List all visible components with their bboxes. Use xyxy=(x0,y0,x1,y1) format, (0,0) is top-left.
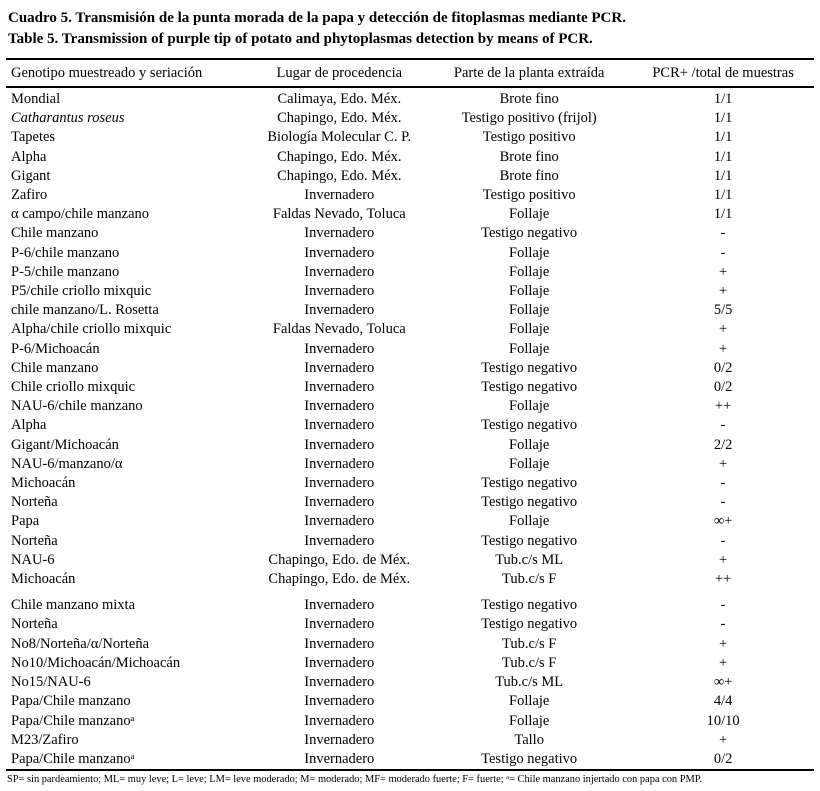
table-row xyxy=(6,378,814,397)
pcr-cell: 1/1 xyxy=(713,110,733,127)
parte-cell: Follaje xyxy=(509,436,550,453)
pcr-cell: + xyxy=(719,340,728,357)
genotipo-cell: Norteña xyxy=(11,532,58,549)
parte-cell: Testigo negativo xyxy=(481,494,578,511)
genotipo-cell: Michoacán xyxy=(11,571,76,588)
lugar-cell: Faldas Nevado, Toluca xyxy=(272,206,406,223)
table-row xyxy=(6,128,814,147)
pcr-cell: + xyxy=(719,263,728,280)
parte-cell: Follaje xyxy=(509,263,550,280)
lugar-cell: Calimaya, Edo. Méx. xyxy=(277,91,402,107)
parte-cell: Follaje xyxy=(509,206,550,223)
lugar-cell: Invernadero xyxy=(304,750,375,767)
parte-cell: Testigo negativo xyxy=(481,359,578,376)
table-footnote: SP= sin pardeamiento; ML= muy leve; L= leve; LM= leve moderado; M= moderado; MF= moderado fuerte; F= fuerte; ᵃ= Chile manzano injertado con papa con PMP. xyxy=(7,774,702,786)
genotipo-cell: Chile criollo mixquic xyxy=(11,379,136,396)
genotipo-cell: Alpha xyxy=(11,417,47,434)
genotipo-cell: P-5/chile manzano xyxy=(11,263,120,280)
parte-cell: Testigo negativo xyxy=(481,417,578,434)
parte-cell: Testigo positivo xyxy=(482,187,576,204)
lugar-cell: Invernadero xyxy=(304,436,375,453)
genotipo-cell: Papa/Chile manzanoᵃ xyxy=(11,712,135,729)
pcr-cell: 1/1 xyxy=(713,148,733,165)
table-row xyxy=(6,551,814,570)
genotipo-cell: α campo/chile manzano xyxy=(11,206,150,223)
parte-cell: Testigo positivo xyxy=(482,129,576,146)
lugar-cell: Invernadero xyxy=(304,712,375,729)
lugar-cell: Invernadero xyxy=(304,302,375,319)
table-row xyxy=(6,436,814,455)
table-caption xyxy=(8,8,814,50)
pcr-cell: 1/1 xyxy=(713,91,733,107)
genotipo-cell: chile manzano/L. Rosetta xyxy=(11,302,159,319)
table-row xyxy=(6,635,814,654)
genotipo-cell: Papa/Chile manzano xyxy=(11,693,131,710)
lugar-cell: Invernadero xyxy=(304,225,375,242)
parte-cell: Testigo negativo xyxy=(481,616,578,633)
lugar-cell: Invernadero xyxy=(304,475,375,492)
table-row xyxy=(6,109,814,128)
pcr-cell: - xyxy=(720,475,726,492)
genotipo-cell: Papa/Chile manzanoᵃ xyxy=(11,750,135,767)
pcr-cell: - xyxy=(720,244,726,261)
table-row xyxy=(6,148,814,167)
parte-cell: Testigo positivo (frijol) xyxy=(461,110,597,127)
genotipo-cell: NAU-6 xyxy=(11,551,55,568)
parte-cell: Tub.c/s F xyxy=(502,654,557,671)
pcr-cell: + xyxy=(719,455,728,472)
lugar-cell: Invernadero xyxy=(304,616,375,633)
pcr-cell: ∞+ xyxy=(713,513,733,530)
parte-cell: Brote fino xyxy=(499,148,559,165)
lugar-cell: Invernadero xyxy=(304,532,375,549)
pcr-cell: - xyxy=(720,616,726,633)
pcr-cell: 1/1 xyxy=(713,206,733,223)
lugar-cell: Invernadero xyxy=(304,340,375,357)
lugar-cell: Invernadero xyxy=(304,513,375,530)
parte-cell: Testigo negativo xyxy=(481,475,578,492)
table-row xyxy=(6,474,814,493)
lugar-cell: Invernadero xyxy=(304,244,375,261)
genotipo-cell: No8/Norteña/α/Norteña xyxy=(11,635,150,652)
genotipo-cell: Norteña xyxy=(11,494,58,511)
genotipo-cell: NAU-6/chile manzano xyxy=(11,398,143,415)
parte-cell: Tub.c/s ML xyxy=(495,674,564,691)
parte-cell: Follaje xyxy=(509,693,550,710)
genotipo-cell: No10/Michoacán/Michoacán xyxy=(11,654,181,671)
pcr-cell: 0/2 xyxy=(713,750,733,767)
parte-cell: Follaje xyxy=(509,398,550,415)
table-row xyxy=(6,397,814,416)
lugar-cell: Biología Molecular C. P. xyxy=(267,129,412,146)
column-header-genotipo: Genotipo muestreado y seriación xyxy=(6,59,252,87)
table-row xyxy=(6,731,814,750)
parte-cell: Follaje xyxy=(509,244,550,261)
genotipo-cell: NAU-6/manzano/α xyxy=(11,455,123,472)
caption-spanish: Cuadro 5. Transmisión de la punta morada de la papa y detección de fitoplasmas mediante PCR. xyxy=(8,10,626,26)
pcr-cell: - xyxy=(720,597,726,614)
table-row xyxy=(6,570,814,589)
parte-cell: Testigo negativo xyxy=(481,379,578,396)
column-header-parte: Parte de la planta extraída xyxy=(426,59,632,87)
lugar-cell: Invernadero xyxy=(304,597,375,614)
table-row xyxy=(6,205,814,224)
table-row xyxy=(6,282,814,301)
lugar-cell: Chapingo, Edo. de Méx. xyxy=(268,551,411,568)
lugar-cell: Invernadero xyxy=(304,359,375,376)
pcr-cell: - xyxy=(720,417,726,434)
table-body xyxy=(6,87,814,770)
lugar-cell: Faldas Nevado, Toluca xyxy=(272,321,406,338)
parte-cell: Follaje xyxy=(509,302,550,319)
parte-cell: Follaje xyxy=(509,455,550,472)
genotipo-cell: Papa xyxy=(11,513,40,530)
pcr-cell: - xyxy=(720,532,726,549)
genotipo-cell: Gigant/Michoacán xyxy=(11,436,119,453)
table-row xyxy=(6,692,814,711)
caption-english: Table 5. Transmission of purple tip of potato and phytoplasmas detection by means of PCR. xyxy=(8,31,593,47)
pcr-cell: 1/1 xyxy=(713,129,733,146)
pcr-cell: ∞+ xyxy=(713,674,733,691)
parte-cell: Testigo negativo xyxy=(481,225,578,242)
genotipo-cell: No15/NAU-6 xyxy=(11,674,91,691)
genotipo-cell: Chile manzano xyxy=(11,225,99,242)
table-row xyxy=(6,654,814,673)
genotipo-cell: Michoacán xyxy=(11,475,76,492)
parte-cell: Follaje xyxy=(509,340,550,357)
parte-cell: Testigo negativo xyxy=(481,750,578,767)
parte-cell: Tub.c/s F xyxy=(502,635,557,652)
pcr-cell: + xyxy=(719,635,728,652)
lugar-cell: Invernadero xyxy=(304,635,375,652)
data-table xyxy=(6,58,814,771)
lugar-cell: Chapingo, Edo. de Méx. xyxy=(268,571,411,588)
parte-cell: Testigo negativo xyxy=(481,597,578,614)
table-row xyxy=(6,673,814,692)
pcr-cell: 1/1 xyxy=(713,167,733,184)
lugar-cell: Invernadero xyxy=(304,693,375,710)
lugar-cell: Invernadero xyxy=(304,379,375,396)
table-row xyxy=(6,712,814,731)
parte-cell: Follaje xyxy=(509,321,550,338)
pcr-cell: ++ xyxy=(714,398,732,415)
table-row xyxy=(6,186,814,205)
table-row xyxy=(6,301,814,320)
lugar-cell: Invernadero xyxy=(304,654,375,671)
table-row xyxy=(6,167,814,186)
lugar-cell: Invernadero xyxy=(304,283,375,300)
genotipo-cell: Alpha/chile criollo mixquic xyxy=(11,321,172,338)
genotipo-cell: P5/chile criollo mixquic xyxy=(11,283,152,300)
genotipo-cell: M23/Zafiro xyxy=(11,731,79,748)
lugar-cell: Invernadero xyxy=(304,263,375,280)
pcr-cell: 2/2 xyxy=(713,436,733,453)
table-row xyxy=(6,512,814,531)
pcr-cell: + xyxy=(719,731,728,748)
pcr-cell: - xyxy=(720,225,726,242)
lugar-cell: Chapingo, Edo. Méx. xyxy=(277,167,402,184)
parte-cell: Brote fino xyxy=(499,167,559,184)
genotipo-cell: Chile manzano xyxy=(11,359,99,376)
genotipo-cell: Gigant xyxy=(11,167,51,184)
genotipo-cell: Chile manzano mixta xyxy=(11,597,136,614)
table-row xyxy=(6,320,814,339)
table-header xyxy=(6,59,814,87)
pcr-cell: 0/2 xyxy=(713,379,733,396)
table-row xyxy=(6,263,814,282)
lugar-cell: Invernadero xyxy=(304,494,375,511)
genotipo-cell: Catharantus roseus xyxy=(11,110,125,127)
parte-cell: Brote fino xyxy=(499,91,559,107)
table-row xyxy=(6,615,814,634)
table-row xyxy=(6,750,814,770)
genotipo-cell: Zafiro xyxy=(11,187,48,204)
lugar-cell: Chapingo, Edo. Méx. xyxy=(277,148,402,165)
pcr-cell: + xyxy=(719,551,728,568)
parte-cell: Tub.c/s ML xyxy=(495,551,564,568)
parte-cell: Tub.c/s F xyxy=(502,571,557,588)
genotipo-cell: P-6/Michoacán xyxy=(11,340,100,357)
genotipo-cell: Norteña xyxy=(11,616,58,633)
lugar-cell: Invernadero xyxy=(304,187,375,204)
column-header-pcr: PCR+ /total de muestras xyxy=(632,59,814,87)
lugar-cell: Invernadero xyxy=(304,398,375,415)
parte-cell: Follaje xyxy=(509,712,550,729)
table-row xyxy=(6,493,814,512)
pcr-cell: + xyxy=(719,654,728,671)
pcr-cell: + xyxy=(719,283,728,300)
lugar-cell: Invernadero xyxy=(304,455,375,472)
genotipo-cell: Tapetes xyxy=(11,129,56,146)
genotipo-cell: Mondial xyxy=(11,91,61,107)
table-row xyxy=(6,589,814,615)
table-row xyxy=(6,455,814,474)
table-row xyxy=(6,532,814,551)
pcr-cell: 5/5 xyxy=(713,302,733,319)
table-row xyxy=(6,87,814,109)
pcr-cell: ++ xyxy=(714,571,732,588)
pcr-cell: 0/2 xyxy=(713,359,733,376)
column-header-lugar: Lugar de procedencia xyxy=(252,59,426,87)
pcr-cell: 10/10 xyxy=(706,712,740,729)
genotipo-cell: P-6/chile manzano xyxy=(11,244,120,261)
table-row xyxy=(6,224,814,243)
table-row xyxy=(6,340,814,359)
parte-cell: Testigo negativo xyxy=(481,532,578,549)
lugar-cell: Invernadero xyxy=(304,674,375,691)
header-row xyxy=(6,59,814,87)
table-row xyxy=(6,359,814,378)
pcr-cell: - xyxy=(720,494,726,511)
genotipo-cell: Alpha xyxy=(11,148,47,165)
lugar-cell: Invernadero xyxy=(304,417,375,434)
parte-cell: Tallo xyxy=(514,731,544,748)
pcr-cell: 4/4 xyxy=(713,693,733,710)
parte-cell: Follaje xyxy=(509,283,550,300)
lugar-cell: Invernadero xyxy=(304,731,375,748)
lugar-cell: Chapingo, Edo. Méx. xyxy=(277,110,402,127)
parte-cell: Follaje xyxy=(509,513,550,530)
table-row xyxy=(6,244,814,263)
table-row xyxy=(6,416,814,435)
pcr-cell: + xyxy=(719,321,728,338)
pcr-cell: 1/1 xyxy=(713,187,733,204)
